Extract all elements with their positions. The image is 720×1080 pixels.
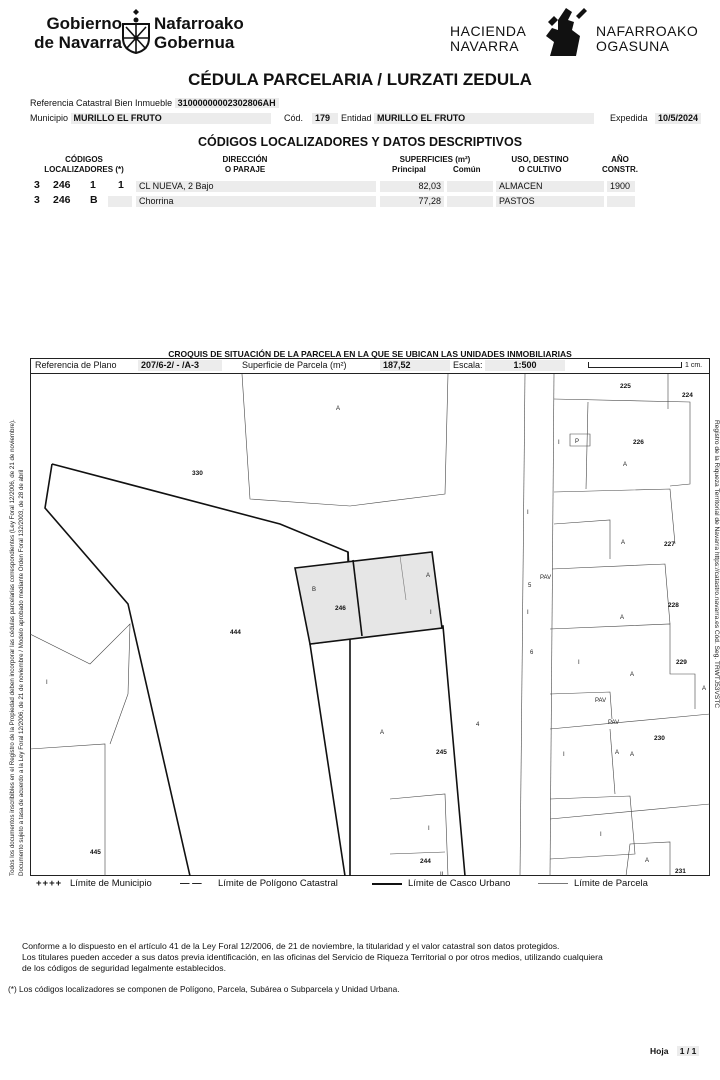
- parcel-number-4: 4: [476, 722, 480, 728]
- uso-cell: PASTOS: [496, 196, 604, 207]
- parcel-boundary: [390, 794, 448, 876]
- parcel-boundary: [30, 744, 105, 876]
- expedida-label: Expedida: [610, 113, 648, 123]
- parcel-letter-a: A: [621, 540, 626, 546]
- comun-cell: [447, 181, 493, 192]
- legal-side-text-2: Documento sujeto a tasa de acuerdo a la Ley Foral 12/2006, de 21 de noviembre / Modelo aprobado mediante Orden Foral 132/2003, de 28 de abril: [18, 469, 25, 876]
- parcel-letter-a: A: [380, 730, 385, 736]
- parcel-letter-i: I: [527, 610, 529, 616]
- uni-cell: [108, 196, 132, 207]
- superficie-label: Superficie de Parcela (m²): [242, 360, 347, 370]
- pol-cell: 3: [34, 194, 40, 206]
- expedida-value: 10/5/2024: [655, 113, 701, 124]
- parcel-boundary: [550, 714, 710, 729]
- parcel-boundary: [550, 374, 554, 876]
- parcel-label-226: 226: [633, 439, 644, 446]
- ref-catastral-label: Referencia Catastral Bien Inmueble: [30, 98, 173, 108]
- parcel-letter-i: I: [558, 440, 560, 446]
- parcel-letter-a: A: [645, 858, 650, 864]
- legend-parcela: Límite de Parcela: [574, 878, 648, 889]
- poligono-symbol: — —: [180, 878, 202, 889]
- map-title: CROQUIS DE SITUACIÓN DE LA PARCELA EN LA QUE SE UBICAN LAS UNIDADES INMOBILIARIAS: [168, 349, 572, 359]
- parcel-boundary: [610, 729, 615, 794]
- parcel-letter-i: I: [430, 610, 432, 616]
- parcel-label-245: 245: [436, 749, 447, 756]
- ref-catastral-row: [30, 98, 279, 109]
- legal-footer: Conforme a lo dispuesto en el artículo 41 de la Ley Foral 12/2006, de 21 de noviembre, la titularidad y el valor catastral son datos protegidos. Los titulares pueden acceder a sus datos previa identificación, en las oficinas del Servicio de Riqueza Territorial o por otros medios, utilizando cualquiera de los códigos de seguridad legalmente establecidos.: [22, 941, 603, 973]
- parcel-boundary: [586, 402, 588, 489]
- gobierno-navarra-logo: [30, 6, 250, 54]
- cod-value: 179: [312, 113, 338, 124]
- parcel-label-230: 230: [654, 735, 665, 742]
- pav-label: PAV: [540, 575, 552, 581]
- parcela-symbol: [538, 883, 568, 884]
- anio-cell: 1900: [607, 181, 635, 192]
- municipio-value: MURILLO EL FRUTO: [71, 113, 271, 124]
- municipio-symbol: ++++: [36, 878, 63, 889]
- logo-left-text: Gobierno de Navarra: [34, 14, 122, 52]
- scale-bar-label: 1 cm.: [685, 362, 703, 369]
- scale-bar: [588, 362, 682, 368]
- ogasuna-text: NAFARROAKO OGASUNA: [596, 23, 699, 54]
- map-legend: [30, 876, 710, 892]
- parcel-letter-a: A: [615, 750, 620, 756]
- parcel-letter-i: I: [527, 510, 529, 516]
- entidad-value: MURILLO EL FRUTO: [374, 113, 594, 124]
- casco-urbano-limit: [310, 644, 345, 876]
- plano-value: 207/6-2/ - /A-3: [138, 360, 222, 371]
- header-superficies: SUPERFICIES (m²) Principal Común: [392, 155, 481, 174]
- security-code-side-text: Registro de la Riqueza Territorial de Navarra https://catastro.navarra.es Cód. Seg. TRWTJ53VSTC: [713, 420, 720, 709]
- units-section-title: CÓDIGOS LOCALIZADORES Y DATOS DESCRIPTIVOS: [197, 135, 523, 149]
- pav-label: PAV: [608, 720, 620, 726]
- parcel-boundary: [550, 624, 695, 709]
- parcel-label-445: 445: [90, 849, 101, 856]
- parcel-boundary: [390, 852, 445, 854]
- cadastral-map: [30, 374, 710, 876]
- header-anio: AÑO CONSTR.: [602, 155, 638, 174]
- parcel-boundary: [520, 374, 525, 876]
- parcel-boundary: [30, 624, 130, 744]
- parcel-letter-i: I: [428, 826, 430, 832]
- parcel-letter-a: A: [623, 462, 628, 468]
- hacienda-navarra-logo: [450, 6, 700, 56]
- escala-label: Escala:: [453, 360, 483, 370]
- parcel-letter-a: A: [426, 573, 431, 579]
- parcel-label-225: 225: [620, 383, 631, 390]
- parcel-letter-a: A: [336, 406, 341, 412]
- subject-parcel-246: [295, 552, 442, 644]
- parcel-boundary: [554, 489, 675, 544]
- legend-municipio: Límite de Municipio: [70, 878, 152, 889]
- ref-catastral-value: 31000000002302806AH: [175, 98, 279, 108]
- direccion-cell: Chorrina: [136, 196, 376, 207]
- parcel-label-224: 224: [682, 392, 693, 399]
- header-uso: USO, DESTINO O CULTIVO: [511, 155, 569, 174]
- parcel-label-330: 330: [192, 470, 203, 477]
- parcel-label-227: 227: [664, 541, 675, 548]
- parcel-label-228: 228: [668, 602, 679, 609]
- entidad-label: Entidad: [341, 113, 372, 123]
- legend-casco: Límite de Casco Urbano: [408, 878, 511, 889]
- parcel-label-229: 229: [676, 659, 687, 666]
- parcel-boundary: [550, 692, 612, 719]
- superficie-value: 187,52: [380, 360, 450, 371]
- pol-cell: 3: [34, 179, 40, 191]
- parcel-number-5: 5: [528, 583, 532, 589]
- parcel-letter-i: I: [600, 832, 602, 838]
- codes-note: (*) Los códigos localizadores se componen de Polígono, Parcela, Subárea o Subparcela y Unidad Urbana.: [8, 984, 400, 994]
- casco-urbano-limit: [52, 464, 350, 876]
- parcel-boundary: [554, 520, 610, 559]
- sub-cell: 1: [90, 179, 96, 191]
- header-codigos: CÓDIGOS LOCALIZADORES (*): [44, 155, 124, 174]
- pav-label: PAV: [595, 698, 607, 704]
- hacienda-text: HACIENDA NAVARRA: [450, 23, 527, 54]
- sub-cell: B: [90, 194, 98, 206]
- uni-cell: 1: [118, 179, 124, 191]
- parcel-letter-a: A: [630, 672, 635, 678]
- parcel-label-246: 246: [335, 605, 346, 612]
- parcel-boundary: [242, 374, 448, 506]
- parcel-letter-ii: II: [440, 872, 444, 876]
- parcel-letter-i: I: [46, 680, 48, 686]
- parcel-letter-i: I: [563, 752, 565, 758]
- map-ref-bar: [30, 358, 710, 374]
- principal-cell: 77,28: [380, 196, 444, 207]
- par-cell: 246: [53, 179, 71, 191]
- navarra-coat-of-arms-icon: [120, 8, 152, 54]
- principal-cell: 82,03: [380, 181, 444, 192]
- parcel-letter-p: P: [575, 439, 580, 445]
- page-title: CÉDULA PARCELARIA / LURZATI ZEDULA: [188, 70, 532, 89]
- municipio-row: [30, 113, 710, 124]
- logo-right-text: Nafarroako Gobernua: [154, 14, 244, 52]
- parcel-label-244: 244: [420, 858, 431, 865]
- uso-cell: ALMACEN: [496, 181, 604, 192]
- page-number: Hoja 1 / 1: [650, 1046, 699, 1056]
- parcel-letter-i: I: [578, 660, 580, 666]
- legend-poligono: Límite de Polígono Catastral: [218, 878, 338, 889]
- comun-cell: [447, 196, 493, 207]
- parcel-boundary: [552, 564, 670, 624]
- casco-symbol: [372, 883, 402, 885]
- legal-side-text-1: Todos los documentos inscribibles en el Registro de la Propiedad deben incorporar las cédulas parcelarias correspondientes (Ley Foral 12/2006, de 21 de noviembre).: [9, 419, 16, 876]
- parcel-boundary: [550, 796, 635, 859]
- casco-urbano-limit: [45, 464, 190, 876]
- plano-label: Referencia de Plano: [35, 360, 117, 370]
- parcel-letter-a: A: [702, 686, 707, 692]
- direccion-cell: CL NUEVA, 2 Bajo: [136, 181, 376, 192]
- parcel-letter-a: A: [630, 752, 635, 758]
- hacienda-figure-icon: [536, 6, 594, 58]
- parcel-boundary: [550, 804, 710, 819]
- parcel-label-444: 444: [230, 629, 241, 636]
- parcel-letter-a: A: [620, 615, 625, 621]
- parcel-number-6: 6: [530, 650, 534, 656]
- parcel-letter-b: B: [312, 587, 317, 593]
- anio-cell: [607, 196, 635, 207]
- cod-label: Cód.: [284, 113, 304, 123]
- par-cell: 246: [53, 194, 71, 206]
- escala-value: 1:500: [485, 360, 565, 371]
- header-direccion: DIRECCIÓN O PARAJE: [222, 155, 268, 174]
- parcel-label-231: 231: [675, 868, 686, 875]
- municipio-label: Municipio: [30, 113, 69, 123]
